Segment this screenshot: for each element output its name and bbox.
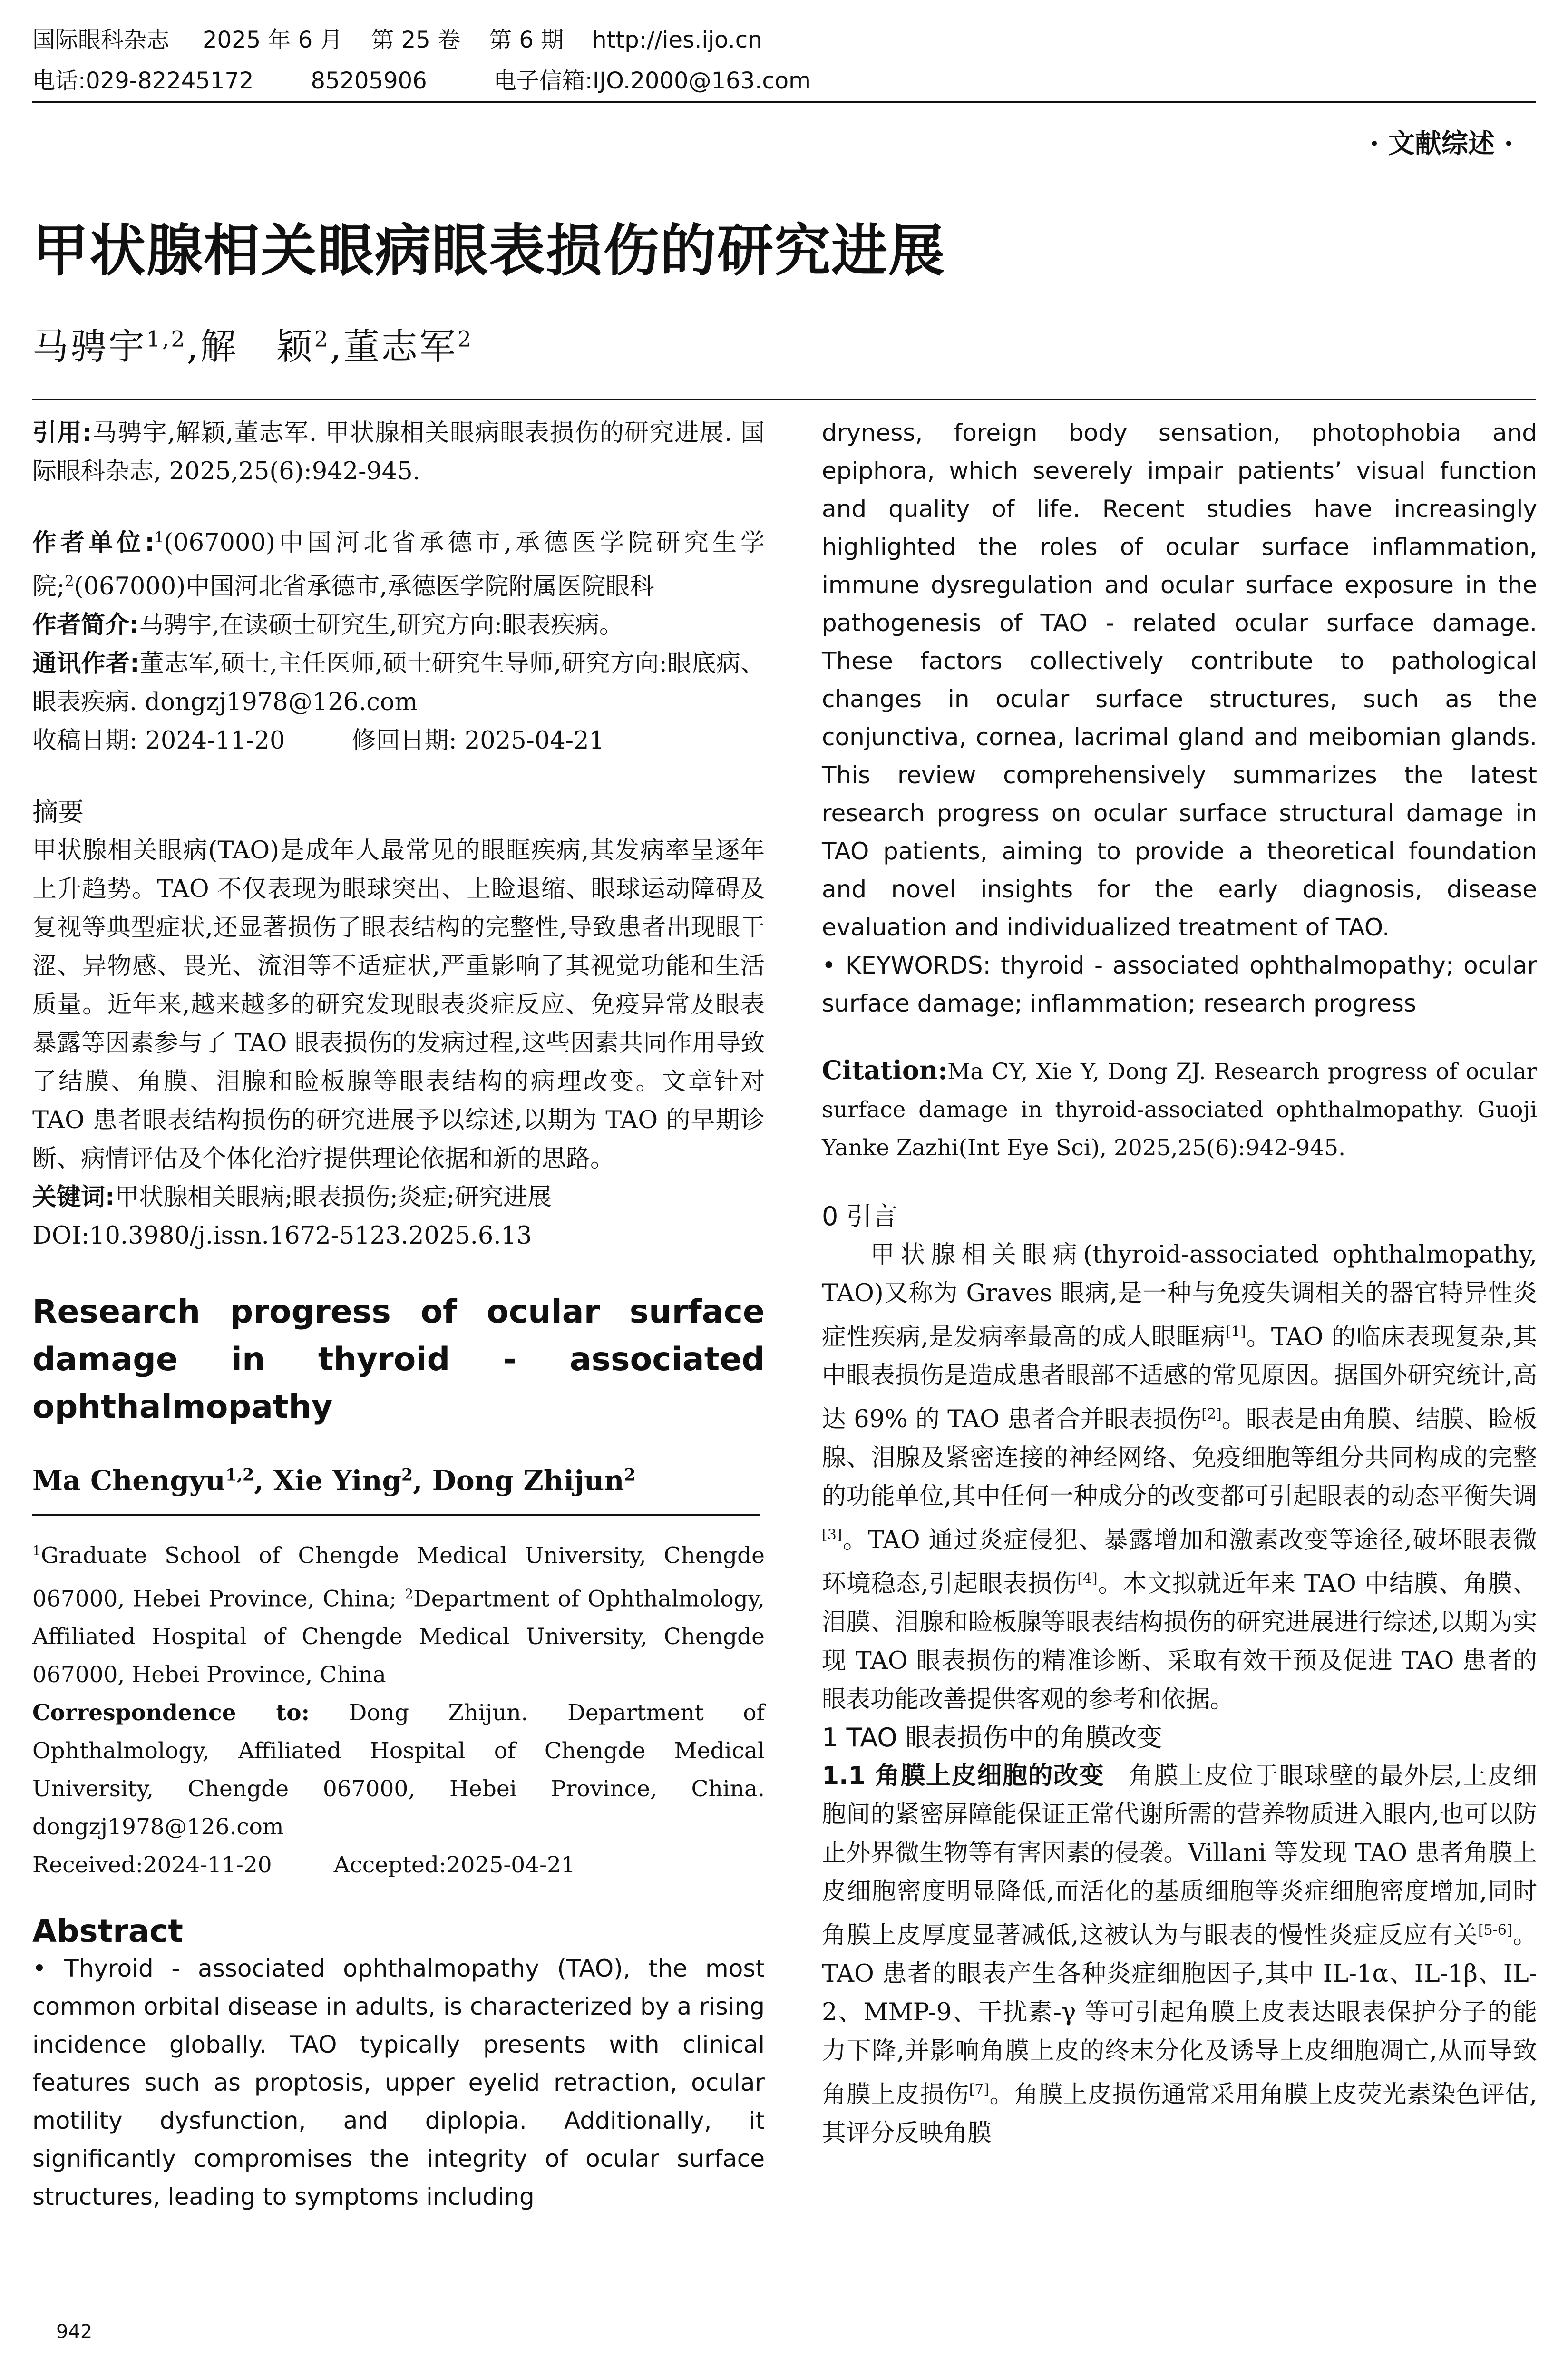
citation-label: 引用: xyxy=(32,419,92,447)
left-column xyxy=(32,414,765,2216)
citation-en-text: Ma CY, Xie Y, Dong ZJ. Research progress of ocular surface damage in thyroid-associated ophthalmopathy. Guoji Yanke Zazhi(Int Eye Sci), 2025,25(6):942-945. xyxy=(822,1059,1537,1161)
english-title: Research progress of ocular surface damage in thyroid - associated ophthalmopathy xyxy=(32,1293,765,1426)
author-sep: , xyxy=(330,325,343,368)
affil-sup: 1 xyxy=(154,529,164,546)
section-1-1-paragraph xyxy=(822,1757,1537,2153)
bio-label: 作者简介: xyxy=(32,611,139,639)
keywords-en-text: thyroid - associated ophthalmopathy; ocular surface damage; inflammation; research progress xyxy=(822,952,1537,1017)
author-sup: 1,2 xyxy=(146,326,187,352)
intro-paragraph xyxy=(822,1236,1537,1719)
issue: 第 6 期 xyxy=(489,27,564,53)
s11-text: 角膜上皮位于眼球壁的最外层,上皮细胞间的紧密屏障能保证正常代谢所需的营养物质进入眼内,也可以防止外界微生物等有害因素的侵袭。Villani 等发现 TAO 患者角膜上皮细胞密度明显降低,而活化的基质细胞等炎症细胞密度增加,同时角膜上皮厚度显著减低,这被认为与眼表的慢性炎症反应有关 xyxy=(822,1762,1537,1949)
phone-ext: 85205906 xyxy=(311,68,427,94)
abstract-cn: 甲状腺相关眼病(TAO)是成年人最常见的眼眶疾病,其发病率呈逐年上升趋势。TAO 不仅表现为眼球突出、上睑退缩、眼球运动障碍及复视等典型症状,还显著损伤了眼表结构的完整性,导致患者出现眼干涩、异物感、畏光、流泪等不适症状,严重影响了其视觉功能和生活质量。近年来,越来越多的研究发现眼表炎症反应、免疫异常及眼表暴露等因素参与了 TAO 眼表损伤的发病过程,这些因素共同作用导致了结膜、角膜、泪腺和睑板腺等眼表结构的病理改变。文章针对 TAO 患者眼表结构损伤的研究进展予以综述,以期为 TAO 的早期诊断、病情评估及个体化治疗提供理论依据和新的思路。 xyxy=(32,837,765,1173)
keywords-text: 甲状腺相关眼病;眼表损伤;炎症;研究进展 xyxy=(115,1183,552,1211)
citation-text: 马骋宇,解颖,董志军. 甲状腺相关眼病眼表损伤的研究进展. 国际眼科杂志, 2025,25(6):942-945. xyxy=(32,419,765,486)
en-author-name: Ma Chengyu xyxy=(32,1464,225,1497)
en-author-sup: 1,2 xyxy=(225,1465,254,1485)
intro-text: 甲状腺相关眼病(thyroid-associated ophthalmopathy, TAO)又称为 Graves 眼病,是一种与免疫失调相关的器官特异性炎症性疾病,是发病率最高的成人眼眶病 xyxy=(822,1241,1537,1351)
doi[interactable]: DOI:10.3980/j.issn.1672-5123.2025.6.13 xyxy=(32,1222,532,1250)
corr-label: 通讯作者: xyxy=(32,650,140,678)
header-rule xyxy=(32,101,1536,103)
keywords-cn xyxy=(32,1178,765,1217)
intro-text: 。本文拟就近年来 TAO 中结膜、角膜、泪膜、泪腺和睑板腺等眼表结构损伤的研究进展进行综述,以期为实现 TAO 眼表损伤的精准诊断、采取有效干预及促进 TAO 患者的眼表功能改善提供客观的参考和依据。 xyxy=(822,1570,1538,1714)
ref-mark[interactable]: [3] xyxy=(822,1527,842,1543)
author-name: 马骋宇 xyxy=(32,325,146,368)
author-sup: 2 xyxy=(314,326,330,352)
intro-text: 。TAO 的临床表现复杂,其中眼表损伤是造成患者眼部不适感的常见原因。据国外研究统计,高达 69% 的 TAO 患者合并眼表损伤 xyxy=(822,1323,1538,1433)
keywords-label: 关键词: xyxy=(32,1183,115,1211)
ref-mark[interactable]: [4] xyxy=(1077,1570,1098,1587)
corr-text: 董志军,硕士,主任医师,硕士研究生导师,研究方向:眼底病、眼表疾病. dongzj1978@126.com xyxy=(32,650,765,716)
en-affiliation-2: Department of Ophthalmology, Affiliated Hospital of Chengde Medical University, Chengde 067000, Hebei Province, China xyxy=(32,1586,765,1688)
affil-sup: 2 xyxy=(65,573,74,590)
s11-text: 。TAO 患者的眼表产生各种炎症细胞因子,其中 IL-1α、IL-1β、IL-2、MMP-9、干扰素-γ 等可引起角膜上皮表达眼表保护分子的能力下降,并影响角膜上皮的终末分化及诱导上皮细胞凋亡,从而导致角膜上皮损伤 xyxy=(822,1921,1537,2109)
received-date: 收稿日期: 2024-11-20 xyxy=(32,727,285,755)
intro-text: 。眼表是由角膜、结膜、睑板腺、泪腺及紧密连接的神经网络、免疫细胞等组分共同构成的完整的功能单位,其中任何一种成分的改变都可引起眼表的动态平衡失调 xyxy=(822,1405,1537,1510)
affiliation-label: 作者单位: xyxy=(32,529,155,557)
bio-text: 马骋宇,在读硕士研究生,研究方向:眼表疾病。 xyxy=(139,611,624,639)
en-accepted: Accepted:2025-04-21 xyxy=(333,1852,575,1879)
keywords-en-label: • KEYWORDS: xyxy=(822,952,991,979)
en-author-sup: 2 xyxy=(624,1465,636,1485)
phone: 电话:029-82245172 xyxy=(32,68,254,94)
page-title: 甲状腺相关眼病眼表损伤的研究进展 xyxy=(32,218,946,283)
citation-cn xyxy=(32,414,765,491)
abstract-en-heading: Abstract xyxy=(32,1913,183,1950)
en-received: Received:2024-11-20 xyxy=(32,1852,272,1879)
en-author-name: Dong Zhijun xyxy=(432,1464,624,1497)
en-affil-sup: 2 xyxy=(405,1586,414,1602)
volume: 第 25 卷 xyxy=(371,27,461,53)
en-author-sup: 2 xyxy=(401,1465,413,1485)
affiliation-1: (067000)中国河北省承德市,承德医学院研究生学院; xyxy=(32,529,765,601)
english-correspondence xyxy=(32,1694,765,1846)
ref-mark[interactable]: [2] xyxy=(1201,1406,1222,1422)
journal-header-line1 xyxy=(32,25,762,55)
abstract-en-part2: dryness, foreign body sensation, photophobia and epiphora, which severely impair patients’ visual function and quality of life. Recent studies have increasingly highlighted the roles of ocular surface inflammation, immune dysregulation and ocular surface exposure in the pathogenesis of TAO - related ocular surface damage. These factors collectively contribute to pathological changes in ocular surface structures, such as the conjunctiva, cornea, lacrimal gland and meibomian glands. This review comprehensively summarizes the latest research progress on ocular surface structural damage in TAO patients, aiming to provide a theoretical foundation and novel insights for the early diagnosis, disease evaluation and individualized treatment of TAO. xyxy=(822,419,1537,941)
english-authors: Ma Chengyu$^{1,2}$, Xie Ying$^2$, Dong Zhijun$^2$ xyxy=(32,1464,636,1497)
author-bio xyxy=(32,606,765,644)
author-name: 董志军 xyxy=(343,325,458,368)
author-line xyxy=(32,318,473,370)
email[interactable]: 电子信箱:IJO.2000@163.com xyxy=(493,68,811,94)
revised-date: 修回日期: 2025-04-21 xyxy=(351,727,604,755)
en-corr-text: Dong Zhijun. Department of Ophthalmology, Affiliated Hospital of Chengde Medical University, Chengde 067000, Hebei Province, China. dongzj1978@126.com xyxy=(32,1700,765,1841)
page-number: 942 xyxy=(56,2321,93,2343)
english-dates xyxy=(32,1846,765,1884)
section-1-1-heading: 1.1 角膜上皮细胞的改变 xyxy=(822,1762,1105,1790)
abstract-en-part1: • Thyroid - associated ophthalmopathy (TAO), the most common orbital disease in adults, is characterized by a rising incidence globally. TAO typically presents with clinical features such as proptosis, upper eyelid retraction, ocular motility dysfunction, and diplopia. Additionally, it significantly compromises the integrity of ocular surface structures, leading to symptoms including xyxy=(32,1955,765,2211)
journal-name: 国际眼科杂志 xyxy=(32,27,170,53)
author-sep: , xyxy=(186,325,200,368)
dates-cn xyxy=(32,721,765,760)
title-rule xyxy=(32,399,1536,400)
affiliation xyxy=(32,518,765,606)
s11-text: 。角膜上皮损伤通常采用角膜上皮荧光素染色评估,其评分反映角膜 xyxy=(822,2081,1537,2147)
journal-url[interactable]: http://ies.ijo.cn xyxy=(592,27,762,53)
author-sup: 2 xyxy=(457,326,473,352)
intro-text: 。TAO 通过炎症侵犯、暴露增加和激素改变等途径,破坏眼表微环境稳态,引起眼表损伤 xyxy=(822,1526,1537,1598)
corresponding-author xyxy=(32,644,765,721)
right-column xyxy=(822,414,1537,2153)
journal-header-line2 xyxy=(32,66,811,96)
english-affiliation xyxy=(32,1532,765,1694)
ref-mark[interactable]: [5-6] xyxy=(1478,1922,1512,1939)
issue-date: 2025 年 6 月 xyxy=(203,27,343,53)
ref-mark[interactable]: [7] xyxy=(969,2081,990,2098)
en-corr-label: Correspondence to: xyxy=(32,1700,310,1726)
section-1-heading: 1 TAO 眼表损伤中的角膜改变 xyxy=(822,1723,1162,1753)
author-name: 解 颖 xyxy=(200,325,314,368)
citation-en xyxy=(822,1051,1537,1167)
citation-en-label: Citation: xyxy=(822,1055,948,1085)
ref-mark[interactable]: [1] xyxy=(1226,1324,1246,1340)
en-author-name: Xie Ying xyxy=(273,1464,402,1497)
en-affiliation-1: Graduate School of Chengde Medical University, Chengde 067000, Hebei Province, China; xyxy=(32,1542,765,1612)
affiliation-2: (067000)中国河北省承德市,承德医学院附属医院眼科 xyxy=(74,573,654,601)
section-0-heading: 0 引言 xyxy=(822,1201,898,1231)
keywords-en xyxy=(822,946,1537,1023)
abstract-cn-heading: 摘要 xyxy=(32,797,84,827)
en-affil-sup: 1 xyxy=(32,1543,41,1559)
section-label: · 文献综述 · xyxy=(1370,128,1513,159)
